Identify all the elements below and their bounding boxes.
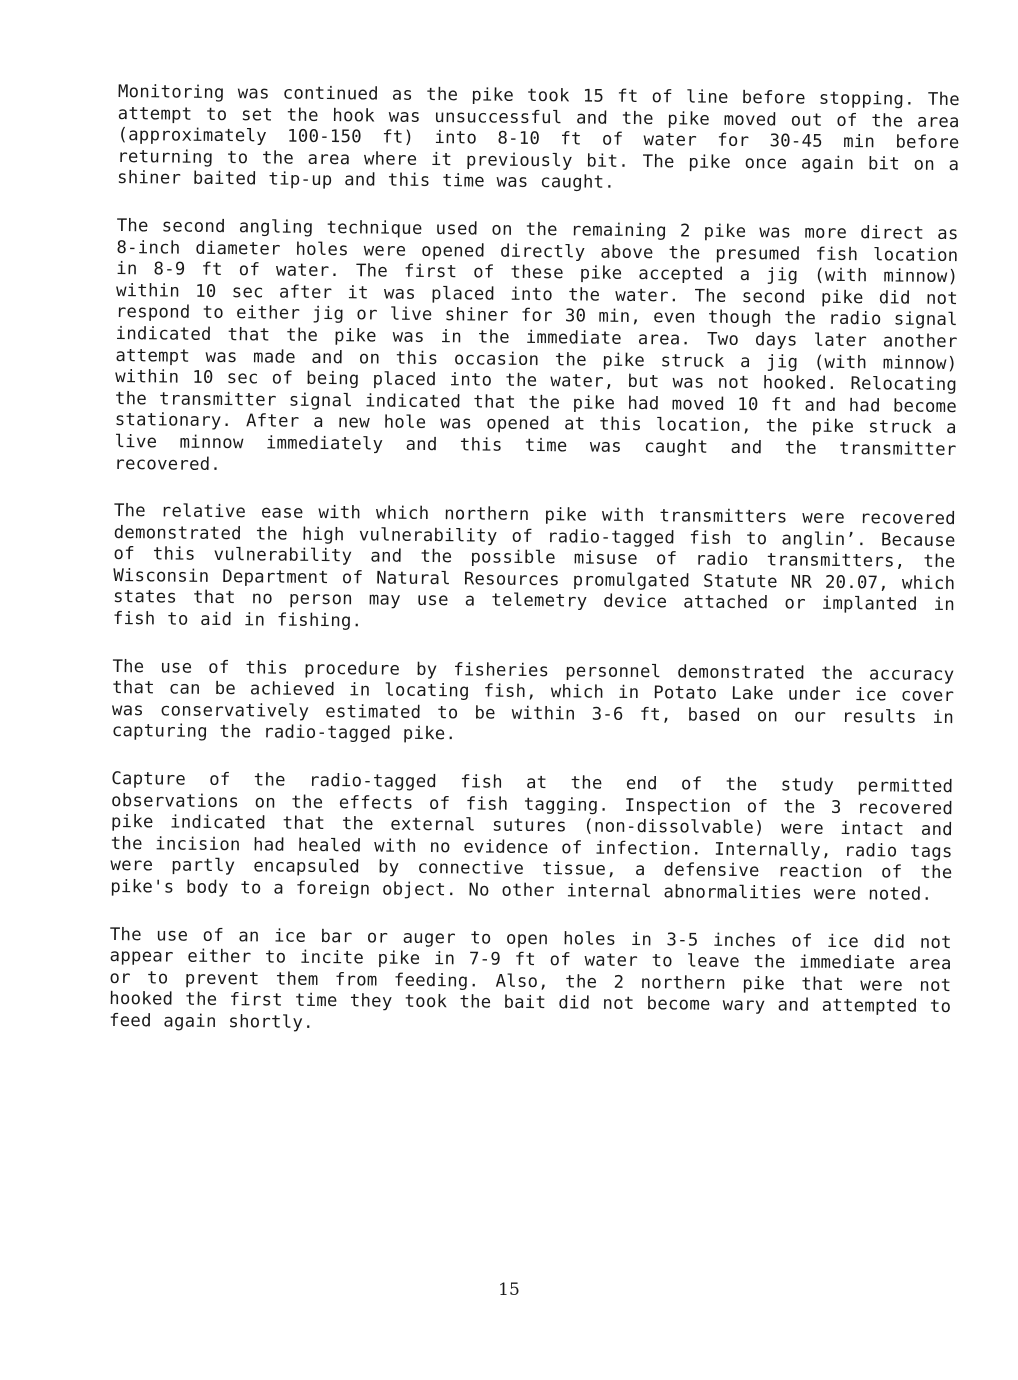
paragraph-ice-bar-auger: The use of an ice bar or auger to open holes in 3-5 inches of ice did not appear either to incite pike in 7-9 ft of water to leave the immediate area or to prevent them from feeding. Also, the 2 northern pike that were not hooked the first time they took the bait did not become wary and attempted to feed again shortly. — [108, 924, 952, 1033]
paragraph-relative-ease: The relative ease with which northern pike with transmitters were recovered demonstrated the high vulnerability of radio-tagged fish to anglin’. Because of this vulnerability and the possible misuse of radio transmitters, the Wisconsin Department of Natural Resources promulgated Statute NR 20.07, which states that no person may use a telemetry device attached or implanted in fish to aid in fishing. — [112, 501, 956, 632]
paragraph-second-angling-technique: The second angling technique used on the remaining 2 pike was more direct as 8-inch diameter holes were opened directly above the presumed fish location in 8-9 ft of water. The first of these pike accepted a jig (with minnow) within 10 sec after it was placed into the water. The second pike did not respond to either jig or live shiner for 30 min, even though the radio signal indicated that the pike was in the immediate area. Two days later another attempt was made and on this occasion the pike struck a jig (with minnow) within 10 sec of being placed into the water, but was not hooked. Relocating the transmitter signal indicated that the pike had moved 10 ft and had become stationary. After a new hole was opened at this location, the pike struck a live minnow immediately and this time was caught and the transmitter recovered. — [114, 215, 959, 475]
paragraph-procedure-accuracy: The use of this procedure by fisheries personnel demonstrated the accuracy that can be achieved in locating fish, which in Potato Lake under ice cover was conservatively estimated to be within 3-6 ft, based on our results in capturing the radio-tagged pike. — [111, 656, 955, 745]
paragraph-capture-observations: Capture of the radio-tagged fish at the end of the study permitted observations on the effects of fish tagging. Inspection of the 3 recovered pike indicated that the external sutures (non-dissolvable) were intact and the incision had healed with no evidence of infection. Internally, radio tags were partly encapsuled by connective tissue, a defensive reaction of the pike's body to a foreign object. No other internal abnormalities were noted. — [110, 768, 954, 905]
body-text — [109, 82, 960, 1067]
paragraph-monitoring: Monitoring was continued as the pike took 15 ft of line before stopping. The attempt to set the hook was unsuccessful and the pike moved out of the area (approximately 100-150 ft) into 8-10 ft of water for 30-45 min before returning to the area where it previously bit. The pike once again bit on a shiner baited tip-up and this time was caught. — [116, 82, 960, 194]
page-number: 15 — [498, 1280, 520, 1300]
